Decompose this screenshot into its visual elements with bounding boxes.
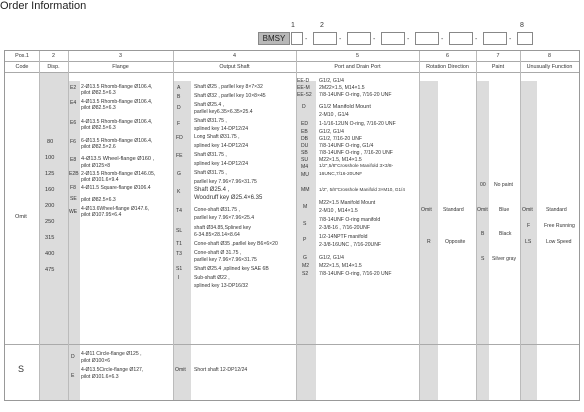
shaft-desc: Cone-shaft Ø31.75 , (194, 207, 240, 213)
header-code: Code (15, 64, 29, 70)
shaft-code: FE (176, 153, 183, 159)
function-desc: Low Speed (546, 239, 572, 245)
header-function: Unusually Function (526, 64, 573, 70)
position-number-2: 2 (320, 22, 324, 29)
header-port: Port and Drain Port (334, 64, 381, 70)
shaft-desc: Short shaft 12-DP12/24 (194, 367, 248, 373)
port-code: P (303, 237, 307, 243)
port-desc: G1/2 Manifold Mount (319, 104, 371, 110)
port-desc: 2-3/8-16 , 7/16-20UNF (319, 225, 370, 231)
shaft-desc: splined key 14-DP12/24 (194, 161, 249, 167)
paint-desc: No paint (494, 182, 513, 188)
flange-code: F8 (70, 185, 76, 191)
shaft-desc: Shaft Ø31.75 , (194, 118, 227, 124)
code-s: S (18, 364, 25, 374)
disp-value: 125 (45, 171, 55, 177)
port-desc: G1/2, 7/16-20 UNF (319, 136, 363, 142)
port-code: SB (301, 150, 308, 156)
shaft-code: F (177, 121, 181, 127)
shaft-code: I (178, 275, 180, 281)
port-code: DU (301, 143, 309, 149)
port-desc: 7/8-14UNF O-ring, G1/4 (319, 143, 374, 149)
code-dash: - (373, 36, 376, 43)
shaft-desc: splined key 14-DP12/24 (194, 143, 249, 149)
port-desc: 1/2-14NPTF manifold (319, 234, 368, 240)
rotation-code: R (427, 239, 431, 245)
header-pos-4: 4 (233, 53, 236, 59)
paint-code: 00 (480, 182, 486, 188)
paint-desc: Blue (499, 207, 510, 213)
divider (476, 51, 477, 400)
shaft-code: Omit (175, 367, 186, 373)
flange-desc: 4-Ø13.5 Rhomb-flange Ø106.4, (81, 99, 153, 105)
port-desc: 2M22×1.5, M14×1.5 (319, 85, 365, 91)
shaft-desc: shaft Ø34.85,Splined key (194, 225, 251, 231)
flange-desc: 2-Ø13.5 Rhomb-flange Ø106.4, (81, 84, 153, 90)
shaft-desc: Cone-shaft Ø35 ,parllel key B6×6×20 (194, 241, 278, 247)
shaft-desc: parllel key 7.96×7.96×31.75 (194, 179, 257, 185)
order-table (4, 50, 580, 401)
shaft-code: D (177, 105, 181, 111)
flange-desc: 4-Ø13.5 Wheel-flange Ø160 , (81, 156, 155, 162)
code-box-4[interactable] (381, 32, 405, 45)
flange-desc: pilot Ø101.6×6.3 (81, 374, 119, 380)
divider (39, 51, 40, 400)
shaft-code: T1 (176, 241, 182, 247)
port-desc: G1/2, G1/4 (319, 129, 344, 135)
shaft-desc: Shaft Ø25.4 ,splined key SAE 6B (194, 266, 269, 272)
code-dash: - (509, 36, 512, 43)
port-desc: 1-1/16-12UN O-ring, 7/16-20 UNF (319, 121, 396, 127)
shaft-desc: Shaft Ø25.4 , (194, 102, 225, 108)
port-desc: 2-3/8-16UNC , 7/16-20UNF (319, 242, 381, 248)
port-desc: 7/8-14UNF O-ring, 7/16-20 UNF (319, 271, 392, 277)
shaft-code: SL (176, 228, 183, 234)
port-code: M2 (302, 263, 310, 269)
port-desc: G1/2, G1/4 (319, 78, 344, 84)
code-omit: Omit (15, 214, 27, 220)
shaft-desc: Shaft Ø31.75 , (194, 170, 227, 176)
port-code: EE-S2 (297, 92, 312, 98)
header-pos-6: 6 (446, 53, 449, 59)
divider (68, 51, 69, 400)
paint-code: S (481, 256, 485, 262)
shaft-desc: Sub-shaft Ø22 , (194, 275, 230, 281)
disp-value: 160 (45, 187, 55, 193)
port-desc: M22×1.5, M14×1.5 (319, 157, 362, 163)
disp-value: 400 (45, 251, 55, 257)
port-desc: 7/8-14UNF O-ring , 7/16-20 UNF (319, 150, 393, 156)
header-paint: Paint (491, 64, 505, 70)
shaft-desc: Shaft Ø31.75 , (194, 152, 227, 158)
header-pos-3: 3 (119, 53, 122, 59)
shaft-desc: parllel key 7.96×7.96×31.75 (194, 257, 257, 263)
flange-desc: 2-Ø13.5 Rhomb-flange Ø146.05, (81, 171, 156, 177)
code-box-7[interactable] (483, 32, 507, 45)
flange-code: E8 (70, 157, 77, 163)
port-desc: G1/2, G1/4 (319, 255, 344, 261)
port-desc: 7/8-14UNF O-ring manifold (319, 217, 381, 223)
flange-code-shade (68, 81, 80, 400)
disp-value: 250 (45, 219, 55, 225)
flange-code: E2B (69, 171, 79, 177)
code-dash: - (475, 36, 478, 43)
flange-code: E6 (70, 120, 77, 126)
shaft-desc: Shaft Ø25.4 , (194, 187, 230, 193)
divider (5, 61, 579, 62)
divider (5, 344, 579, 345)
rotation-code: Omit (421, 207, 432, 213)
flange-desc: pilot Ø107.95×6.4 (81, 212, 122, 218)
port-desc: 7/8-14UNF O-ring, 7/16-20 UNF (319, 92, 392, 98)
port-code: SU (301, 157, 309, 163)
header-pos-8: 8 (548, 53, 551, 59)
port-code: M (303, 204, 308, 210)
disp-value: 475 (45, 267, 55, 273)
port-desc: 2-M10 , G1/4 (319, 112, 349, 118)
function-desc: Standard (546, 207, 567, 213)
rotation-desc: Opposite (445, 239, 466, 245)
port-desc: 2-M10 , M14×1.5 (319, 208, 358, 214)
disp-value: 100 (45, 155, 55, 161)
port-code: D (302, 104, 306, 110)
position-number-1: 1 (291, 22, 295, 29)
port-code: MU (301, 172, 309, 178)
shaft-desc: Long Shaft Ø31.75 , (194, 134, 240, 140)
port-code: G (303, 255, 307, 261)
code-dash: - (305, 36, 308, 43)
function-code: Omit (522, 207, 533, 213)
port-desc: M22×1.5, M14×1.5 (319, 263, 362, 269)
code-box-6[interactable] (449, 32, 473, 45)
function-code: F (527, 223, 531, 229)
code-box-2[interactable] (313, 32, 337, 45)
code-box-5[interactable] (415, 32, 439, 45)
header-pos-1: Pos.1 (15, 53, 29, 59)
header-flange: Flange (112, 64, 129, 70)
flange-code: E4 (70, 100, 77, 106)
port-desc: M22×1.5 Manifold Mount (319, 200, 376, 206)
shaft-desc: Shaft Ø32 , parllel key 10×8×45 (194, 93, 266, 99)
paint-code: B (481, 231, 485, 237)
flange-desc: 4-Ø13.5 Rhomb-flange Ø106.4, (81, 119, 153, 125)
code-box-3[interactable] (347, 32, 371, 45)
header-pos-7: 7 (496, 53, 500, 59)
shaft-desc: parllel key6.35×6.35×25.4 (194, 109, 253, 115)
code-box-8[interactable] (517, 32, 533, 45)
shaft-desc: 6-34.85×28.14×8.64 (194, 232, 240, 238)
divider (296, 51, 297, 400)
header-pos-5: 5 (356, 53, 359, 59)
flange-desc: pilot Ø82.5×6.3 (81, 105, 116, 111)
code-dash: - (339, 36, 342, 43)
divider (5, 72, 579, 73)
shaft-code: T4 (176, 208, 182, 214)
shaft-code: A (177, 85, 181, 91)
shaft-code: FD (176, 135, 183, 141)
shaft-desc: Cone-shaft Ø 31.75 , (194, 250, 242, 256)
flange-desc: pilot Ø82.5×6.3 (81, 197, 116, 203)
rotation-desc: Standard (443, 207, 464, 213)
port-desc: 1/2", 5/8"Crosshole Manifold 3×M10, G1/4 (319, 187, 405, 192)
shaft-code: S1 (176, 266, 183, 272)
shaft-code: G (177, 171, 181, 177)
shaft-desc: parllel key 7.96×7.96×25.4 (194, 215, 255, 221)
flange-desc: 4-Ø11.5 Square-flange Ø106.4 (81, 185, 151, 191)
divider (520, 51, 521, 400)
flange-code: SE (70, 196, 77, 202)
page-title: Order Information (0, 0, 87, 12)
code-box-1[interactable] (291, 32, 303, 45)
port-desc: 1/2",5/8"Crosshole Manifold 3×3/8- (319, 164, 394, 169)
disp-value: 200 (45, 203, 55, 209)
port-code: MM (301, 187, 310, 193)
code-dash: - (407, 36, 410, 43)
port-code: EE-D (297, 78, 310, 84)
divider (173, 51, 174, 400)
port-code: M4 (301, 164, 309, 170)
paint-code: Omit (477, 207, 488, 213)
port-code: EE-M (297, 85, 310, 91)
port-code: S (303, 221, 307, 227)
model-prefix-box: BMSY (258, 32, 290, 45)
flange-desc: 4-Ø13.6Wheel-flange Ø147.6, (81, 206, 149, 212)
flange-desc: pilot Ø100×6 (81, 358, 111, 364)
paint-code-shade (476, 81, 489, 400)
position-number-8: 8 (520, 22, 524, 29)
function-code: LS (525, 239, 532, 245)
shaft-code: K (177, 189, 181, 195)
port-code: DB (301, 136, 309, 142)
paint-desc: Black (499, 231, 512, 237)
paint-desc: Silver gray (492, 256, 517, 262)
port-code: ED (301, 121, 309, 127)
shaft-desc: splined key 14-DP12/24 (194, 126, 249, 132)
flange-code: F6 (70, 139, 76, 145)
disp-value: 315 (45, 235, 55, 241)
flange-desc: pilot Ø101.6×9.4 (81, 177, 119, 183)
header-pos-2: 2 (52, 53, 55, 59)
flange-desc: 4-Ø13.5Circle-flange Ø127, (81, 367, 144, 373)
header-disp: Disp. (47, 64, 60, 70)
flange-desc: pilot Ø82.5×6.3 (81, 125, 116, 131)
header-output-shaft: Output Shaft (219, 64, 250, 70)
flange-desc: 6-Ø13.5 Rhomb-flange Ø106.4, (81, 138, 153, 144)
port-desc: 16UNC,7/16-20UNF (319, 172, 363, 177)
flange-desc: pilot Ø82.5×2.6 (81, 144, 116, 150)
shaft-desc: Shaft Ø25 , parllel key 8×7×32 (194, 84, 263, 90)
disp-value: 80 (47, 139, 54, 145)
shaft-desc: Woodruff key Ø25.4×6.35 (194, 195, 263, 201)
code-dash: - (441, 36, 444, 43)
shaft-code: B (177, 94, 181, 100)
flange-desc: pilot Ø82.5×6.3 (81, 90, 116, 96)
header-rotation: Rotation Direction (426, 64, 469, 70)
shaft-desc: splined key 13-DP16/32 (194, 283, 249, 289)
flange-desc: pilot Ø125×8 (81, 163, 111, 169)
flange-code: E2 (70, 85, 77, 91)
function-desc: Free Running (544, 223, 575, 229)
port-code: S2 (302, 271, 309, 277)
flange-code: E (71, 373, 75, 379)
flange-code: WE (69, 209, 78, 215)
shaft-code: T3 (176, 251, 182, 257)
flange-code: D (71, 354, 75, 360)
port-code: EB (301, 129, 308, 135)
divider (419, 51, 420, 400)
flange-desc: 4-Ø11 Circle-flange Ø125 , (81, 351, 142, 357)
